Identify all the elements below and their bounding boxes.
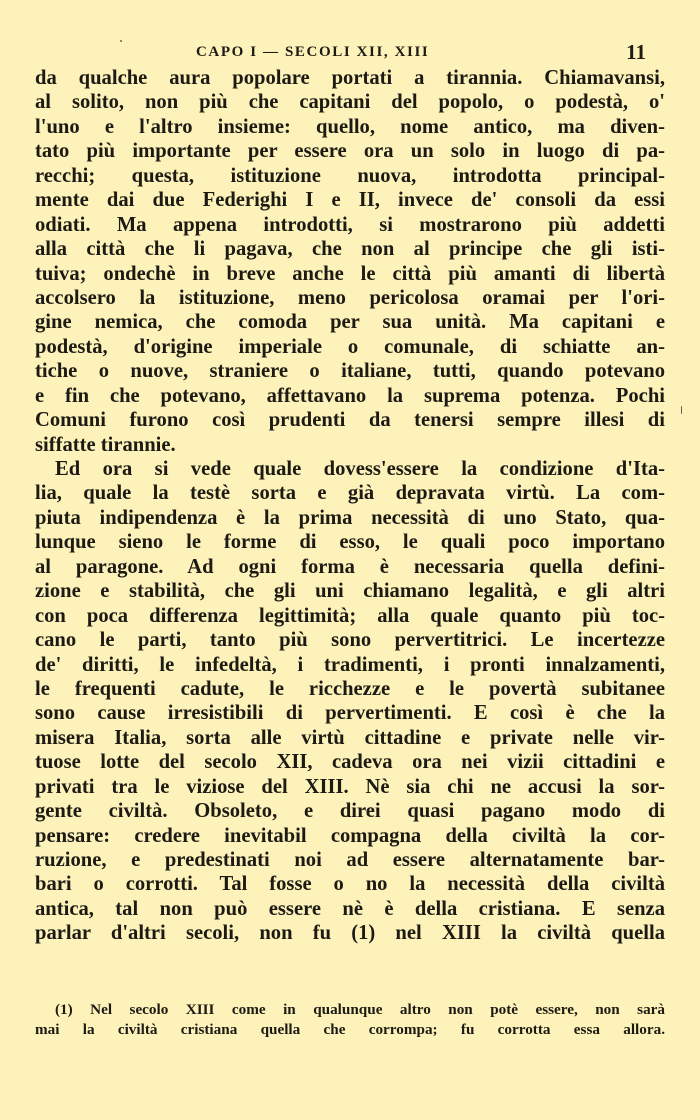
text-line: lia, quale la testè sorta e già depravata virtù. La com- [35, 482, 665, 505]
text-line: accolsero la istituzione, meno pericolosa oramai per l'ori- [35, 286, 665, 309]
text-line: podestà, d'origine imperiale o comunale, di schiatte an- [35, 335, 665, 358]
paper-speck [681, 406, 682, 414]
text-line: tiche o nuove, straniere o italiane, tutti, quando potevano [35, 360, 665, 383]
text-line: Comuni furono così prudenti da tenersi sempre illesi di [35, 409, 665, 432]
text-line: zione e stabilità, che gli uni chiamano legalità, e gli altri [35, 580, 665, 603]
body-text [35, 66, 665, 946]
text-line: mente dai due Federighi I e II, invece de' consoli da essi [35, 189, 665, 212]
text-line: da qualche aura popolare portati a tirannia. Chiamavansi, [35, 67, 665, 89]
text-line: gente civiltà. Obsoleto, e direi quasi pagano modo di [35, 800, 665, 823]
text-line: tuose lotte del secolo XII, cadeva ora nei vizii cittadini e [35, 751, 665, 774]
text-line: odiati. Ma appena introdotti, si mostrarono più addetti [35, 213, 665, 236]
text-line: sono cause irresistibili di pervertimenti. E così è che la [35, 702, 665, 725]
text-line: misera Italia, sorta alle virtù cittadine e private nelle vir- [35, 726, 665, 749]
text-line: recchi; questa, istituzione nuova, introdotta principal- [35, 164, 665, 187]
text-line: l'uno e l'altro insieme: quello, nome antico, ma diven- [35, 115, 665, 138]
page-number: 11 [626, 40, 646, 64]
text-line: antica, tal non può essere nè è della cristiana. E senza [35, 897, 665, 920]
text-line: con poca differenza legittimità; alla quale quanto più toc- [35, 604, 665, 627]
text-line: al paragone. Ad ogni forma è necessaria quella defini- [35, 555, 665, 578]
text-line: gine nemica, che comoda per sua unità. Ma capitani e [35, 311, 665, 334]
text-line: de' diritti, le infedeltà, i tradimenti, i pronti innalzamenti, [35, 653, 665, 676]
text-line: privati tra le viziose del XIII. Nè sia chi ne accusi la sor- [35, 775, 665, 798]
text-line: bari o corrotti. Tal fosse o no la necessità della civiltà [35, 873, 665, 896]
text-line: le frequenti cadute, le ricchezze e le povertà subitanee [35, 677, 665, 700]
footnote [35, 1000, 665, 1040]
text-line: cano le parti, tanto più sono pervertitrici. Le incertezze [35, 629, 665, 652]
text-line: al solito, non più che capitani del popolo, o podestà, o' [35, 91, 665, 114]
page-header [0, 38, 700, 68]
running-head: CAPO I — SECOLI XII, XIII [196, 44, 430, 60]
text-line: ruzione, e predestinati noi ad essere alternatamente bar- [35, 849, 665, 871]
text-line: piuta indipendenza è la prima necessità di uno Stato, qua- [35, 506, 665, 529]
text-line: tato più importante per essere ora un solo in luogo di pa- [35, 140, 665, 163]
text-line: pensare: credere inevitabil compagna della civiltà la cor- [35, 824, 665, 847]
footnote-line: (1) Nel secolo XIII come in qualunque altro non potè essere, non sarà [55, 1001, 665, 1018]
text-line: siffatte tirannie. [35, 433, 176, 456]
text-line: tuiva; ondechè in breve anche le città più amanti di libertà [35, 262, 665, 285]
text-line: lunque sieno le forme di esso, le quali poco importano [35, 531, 665, 554]
footnote-line: mai la civiltà cristiana quella che corrompa; fu corrotta essa allora. [35, 1021, 665, 1038]
text-line: Ed ora si vede quale dovess'essere la condizione d'Ita- [55, 458, 665, 480]
text-line: parlar d'altri secoli, non fu (1) nel XIII la civiltà quella [35, 922, 665, 945]
paper-speck [120, 40, 122, 42]
text-line: alla città che li pagava, che non al principe che gli isti- [35, 238, 665, 261]
text-line: e fin che potevano, affettavano la suprema potenza. Pochi [35, 384, 665, 407]
